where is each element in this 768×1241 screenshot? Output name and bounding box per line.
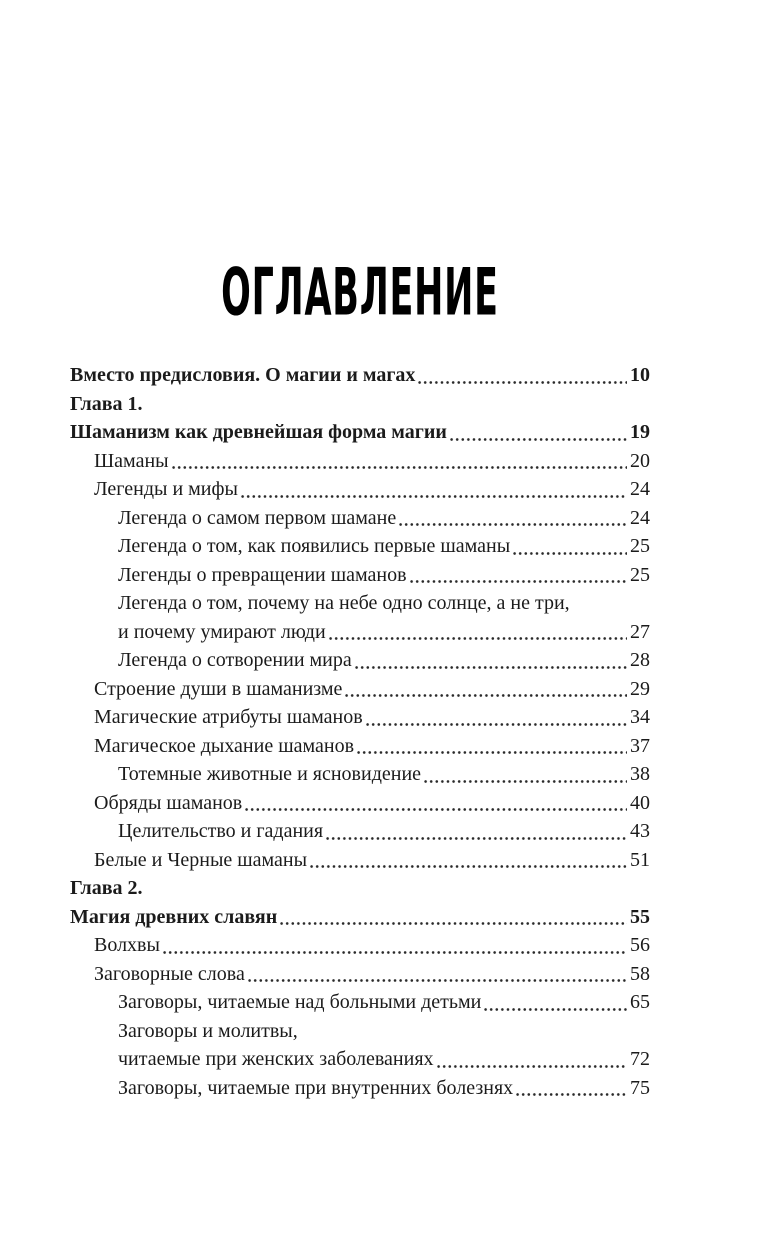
toc-entry-title: Заговоры, читаемые над больными детьми [118,991,482,1013]
toc-entry-title: Легенда о том, как появились первые шаманы [118,535,511,557]
toc-entry-title: Заговоры, читаемые при внутренних болезнях [118,1076,514,1099]
toc-entry-page-number: 20 [630,449,650,472]
page-title: ОГЛАВЛЕНИЕ [221,253,499,331]
toc-entry-page-number: 72 [630,1048,650,1070]
toc-entry [70,361,650,390]
toc-entry-title: Шаманизм как древнейшая форма магии [70,421,447,443]
toc-entry-page-number: 56 [630,934,650,956]
toc-entry-line [118,532,650,561]
toc-entry-line [94,447,650,476]
dot-leader [399,523,627,526]
dot-leader [484,1008,627,1011]
toc-entry-preline: Глава 1. [70,392,143,415]
toc-entry-line [94,931,650,960]
toc-entry [70,646,650,675]
toc-entry-title: Магическое дыхание шаманов [94,734,355,757]
toc-entry-page-number: 34 [630,706,650,728]
toc-entry-title: Шаманы [94,449,169,472]
toc-entry-page-number: 27 [630,620,650,643]
dot-leader [241,495,627,498]
dot-leader [450,438,627,441]
toc-entry [70,817,650,846]
toc-entry-title: Легенда о сотворении мира [118,649,352,671]
toc-entry-line [118,646,650,675]
dot-leader [357,751,627,754]
toc-entry-page-number: 29 [630,677,650,700]
toc-entry-line [118,988,650,1017]
toc-entry [70,475,650,504]
toc-entry-line [118,504,650,533]
toc-entry-line [118,618,650,647]
toc-entry-page-number: 25 [630,563,650,586]
toc-entry-title: Магические атрибуты шаманов [94,706,363,728]
toc-entry-line [118,760,650,789]
dot-leader [248,979,627,982]
toc-entry [70,931,650,960]
toc-entry [70,1074,650,1103]
toc-entry-title: Целительство и гадания [118,820,324,842]
toc-entry [70,760,650,789]
dot-leader [418,381,627,384]
toc-entry-line [118,817,650,846]
toc-entry-line [94,789,650,818]
toc-entry [70,561,650,590]
toc-entry-title: Волхвы [94,934,160,956]
toc-entry-page-number: 24 [630,506,650,529]
toc-entry-preline: Легенда о том, почему на небе одно солнце, а не три, [118,592,570,614]
dot-leader [366,723,627,726]
toc-entry-page-number: 55 [630,905,650,928]
dot-leader [280,922,627,925]
dot-leader [424,780,627,783]
toc-entry [70,504,650,533]
toc-entry [70,532,650,561]
toc-entry-line [70,418,650,447]
toc-entry-page-number: 28 [630,649,650,671]
toc-entry-title: Легенды и мифы [94,478,238,500]
dot-leader [245,808,627,811]
toc-entry [70,789,650,818]
toc-entry-page-number: 58 [630,962,650,985]
toc-entry-page-number: 51 [630,848,650,871]
toc-entry-line [118,1074,650,1103]
toc-entry-preline: Глава 2. [70,877,143,899]
toc-entry [70,675,650,704]
toc-entry-title: Тотемные животные и ясновидение [118,763,422,785]
toc-entry-title: Обряды шаманов [94,791,243,814]
toc-entry-title: Заговорные слова [94,962,245,985]
dot-leader [410,580,627,583]
toc-entry-page-number: 43 [630,820,650,842]
toc-entry [70,1017,650,1074]
dot-leader [437,1065,627,1068]
toc-entry [70,589,650,646]
toc-entry [70,447,650,476]
toc-entry-title: Вместо предисловия. О магии и магах [70,364,416,386]
toc-entry-page-number: 25 [630,535,650,557]
toc-entry-line [94,846,650,875]
toc-entry [70,732,650,761]
dot-leader [172,466,627,469]
toc-entry-page-number: 19 [630,421,650,443]
toc-entry-line [94,703,650,732]
dot-leader [326,837,627,840]
dot-leader [329,637,627,640]
toc-entry-line [94,960,650,989]
toc-entry-preline: Заговоры и молитвы, [118,1019,298,1042]
toc-entry-title: Легенда о самом первом шамане [118,506,397,529]
toc-entry-page-number: 40 [630,791,650,814]
toc-entry-line [70,361,650,390]
toc-entry [70,988,650,1017]
dot-leader [516,1093,627,1096]
toc-entry-title: Белые и Черные шаманы [94,848,308,871]
toc-entry-line [94,675,650,704]
toc-entry-title: Легенды о превращении шаманов [118,563,407,586]
toc-entry [70,960,650,989]
dot-leader [355,666,627,669]
toc-entry [70,846,650,875]
toc-entry [70,703,650,732]
toc-entry-title: Магия древних славян [70,905,278,928]
toc-entry [70,874,650,931]
toc-entry-page-number: 65 [630,991,650,1013]
dot-leader [345,694,627,697]
dot-leader [513,552,627,555]
toc-entry-title: читаемые при женских заболеваниях [118,1048,434,1070]
toc-entry-page-number: 24 [630,478,650,500]
toc-entry-line [94,732,650,761]
toc-entry-title: и почему умирают люди [118,620,326,643]
toc-entry-page-number: 37 [630,734,650,757]
toc-entry-line [70,903,650,932]
toc-entry-line [94,475,650,504]
toc-entry-page-number: 10 [630,364,650,386]
toc-entry-title: Строение души в шаманизме [94,677,343,700]
toc-entry-line [118,561,650,590]
dot-leader [310,865,627,868]
toc-entry [70,390,650,447]
toc-entry-page-number: 75 [630,1076,650,1099]
toc-entry-page-number: 38 [630,763,650,785]
dot-leader [163,951,627,954]
toc-list [70,361,650,1102]
toc-entry-line [118,1045,650,1074]
